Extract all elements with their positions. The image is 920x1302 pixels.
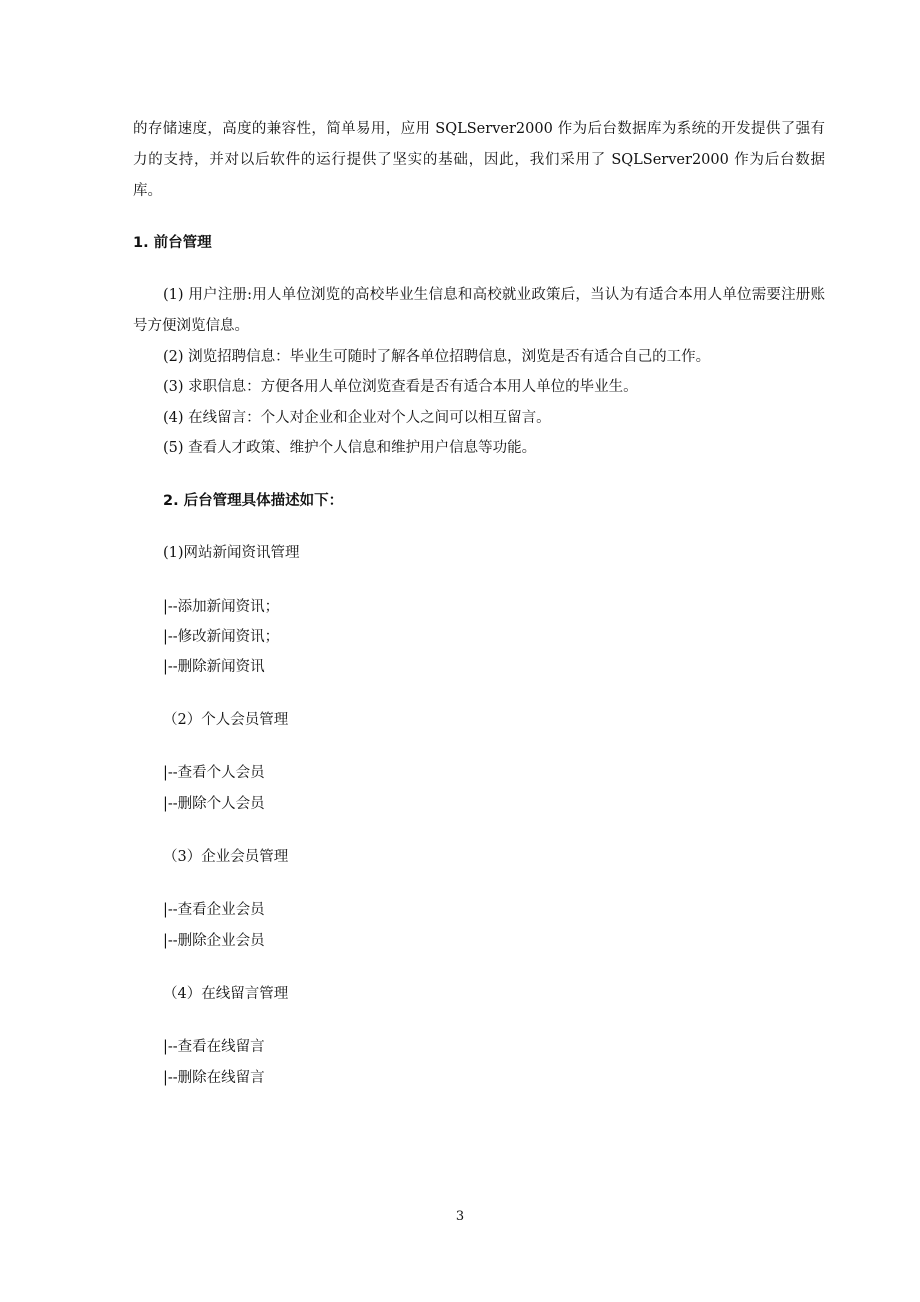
backend-group-title-news: (1)网站新闻资讯管理 [163, 545, 300, 561]
frontend-item-5: (5) 查看人才政策、维护个人信息和维护用户信息等功能。 [163, 440, 537, 456]
backend-group-title-personal-members: （2）个人会员管理 [163, 712, 289, 728]
backend-group-title-enterprise-members: （3）企业会员管理 [163, 849, 289, 865]
list-item: |--删除企业会员 [163, 933, 265, 949]
list-item: |--修改新闻资讯； [163, 629, 280, 645]
section-heading-frontend: 1. 前台管理 [133, 235, 212, 251]
list-item: |--添加新闻资讯； [163, 599, 280, 615]
section-heading-backend: 2. 后台管理具体描述如下： [163, 493, 344, 509]
list-item: |--删除在线留言 [163, 1070, 265, 1086]
frontend-item-2: (2) 浏览招聘信息：毕业生可随时了解各单位招聘信息，浏览是否有适合自己的工作。 [163, 349, 711, 365]
frontend-item-3: (3) 求职信息：方便各用人单位浏览查看是否有适合本用人单位的毕业生。 [163, 379, 638, 395]
list-item: |--查看个人会员 [163, 765, 265, 781]
list-item: |--删除个人会员 [163, 796, 265, 812]
list-item: |--查看企业会员 [163, 902, 265, 918]
backend-group-title-messages: （4）在线留言管理 [163, 986, 289, 1002]
page-number: 3 [455, 1209, 465, 1224]
list-item: |--删除新闻资讯 [163, 659, 265, 675]
list-item: |--查看在线留言 [163, 1039, 265, 1055]
frontend-item-4: (4) 在线留言：个人对企业和企业对个人之间可以相互留言。 [163, 410, 551, 426]
frontend-item-1: (1) 用户注册:用人单位浏览的高校毕业生信息和高校就业政策后，当认为有适合本用人单位需要注册账号方便浏览信息。 [133, 287, 825, 334]
intro-paragraph: 的存储速度，高度的兼容性，简单易用，应用 SQLServer2000 作为后台数据库为系统的开发提供了强有力的支持，并对以后软件的运行提供了坚实的基础，因此，我们采用了 SQLServer2000 作为后台数据库。 [133, 121, 825, 199]
